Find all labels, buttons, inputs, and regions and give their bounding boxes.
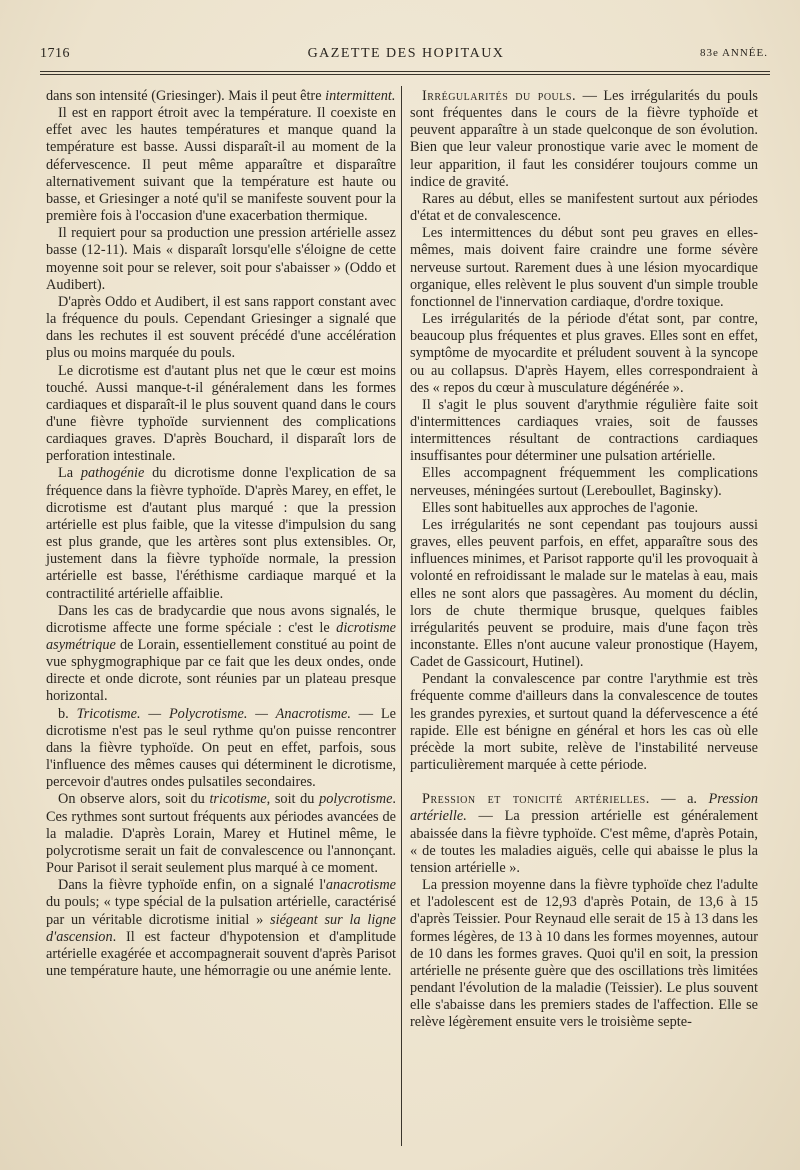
- header-rule: [40, 71, 770, 72]
- paragraph: Il s'agit le plus souvent d'arythmie régulière faite soit d'intermittences cardiaques vraies, soit de fausses intermittences résultant de contractions cardiaques insuffisantes pour déterminer une pulsation artérielle.: [410, 396, 758, 465]
- column-divider: [401, 86, 402, 1146]
- paragraph: La pression moyenne dans la fièvre typhoïde chez l'adulte et l'adolescent est de 12,93 d'après Potain, de 13,6 à 15 d'après Teissier. Pour Reynaud elle serait de 15 à 13 dans les formes légères, de 13 à 10 dans les formes moyennes, autour de 10 dans les formes graves. Quoi qu'il en soit, la pression artérielle ne présente guère que des oscillations très limitées pendant l'évolution de la maladie (Teissier). Le plus souvent elle s'abaisse dans les premiers stades de l'affection. Elle se relève légèrement ensuite vers le troisième septe-: [410, 877, 758, 1031]
- page-number: 1716: [40, 46, 70, 61]
- paragraph: Le dicrotisme est d'autant plus net que le cœur est moins touché. Aussi manque-t-il généralement dans les formes cardiaques et disparaît-il le plus souvent quand dans le cours d'une fièvre typhoïde surviennent des complications cardiaques graves. D'après Bouchard, il disparaît lors de perforation intestinale.: [46, 362, 396, 465]
- paragraph: Elles accompagnent fréquemment les complications nerveuses, méningées surtout (Lereboullet, Baginsky).: [410, 465, 758, 499]
- section-heading: Irrégularités du pouls.: [422, 88, 577, 104]
- section-paragraph: Irrégularités du pouls. — Les irrégularités du pouls sont fréquentes dans le cours de la fièvre typhoïde et peuvent apparaître à un stade quelconque de son évolution. Bien que leur valeur pronostique varie avec le moment de leur apparition, il faut les considérer toujours comme un indice de gravité.: [410, 88, 758, 190]
- paragraph: Il requiert pour sa production une pression artérielle assez basse (12-11). Mais « disparaît lorsqu'elle s'éloigne de cette moyenne soit pour se relever, soit pour s'abaisser » (Oddo et Audibert).: [46, 225, 396, 293]
- paragraph: Les irrégularités de la période d'état sont, par contre, beaucoup plus fréquentes et plus graves. Elles sont en effet, symptôme de myocardite et préludent souvent à la syncope ou au collapsus. D'après Hayem, elles correspondraient à des « repos du cœur à musculature dégénérée ».: [410, 311, 758, 396]
- section-paragraph: Pression et tonicité artérielles. — a. Pression artérielle. — La pression artérielle est généralement abaissée dans la fièvre typhoïde. C'est même, d'après Potain, « de toutes les maladies aiguës, celle qui abaisse le plus la tension artérielle ».: [410, 791, 758, 876]
- paragraph: Les intermittences du début sont peu graves en elles-mêmes, mais doivent faire craindre une forme sévère nerveuse surtout. Rarement dues à une lésion myocardique organique, elles relèvent le plus souvent d'un simple trouble fonctionnel de l'innervation cardiaque, d'ordre toxique.: [410, 225, 758, 310]
- issue-label: 83e ANNÉE.: [699, 47, 768, 59]
- left-column: [46, 88, 396, 980]
- paragraph: Il est en rapport étroit avec la température. Il coexiste en effet avec les hautes températures et manque quand la température est basse. Aussi disparaît-il au moment de la défervescence. Il peut même apparaître et disparaître alternativement suivant que la température est haute ou basse, et Griesinger a noté qu'il se manifeste souvent pour la première fois à l'occasion d'une exacerbation thermique.: [46, 105, 396, 225]
- paragraph: On observe alors, soit du tricotisme, soit du polycrotisme. Ces rythmes sont surtout fréquents aux périodes avancées de la maladie. D'après Lorain, Marey et Hutinel même, le polycrotisme serait un fait de convalescence ou l'annonçant. Pour Parisot il serait seulement plus marqué à ce moment.: [46, 791, 396, 877]
- paragraph: dans son intensité (Griesinger). Mais il peut être intermittent.: [46, 88, 396, 104]
- paragraph: Elles sont habituelles aux approches de l'agonie.: [422, 499, 699, 516]
- header-rule-double: [40, 74, 770, 75]
- journal-title: GAZETTE DES HOPITAUX: [307, 46, 505, 61]
- right-column: [410, 88, 758, 1031]
- paragraph: Dans les cas de bradycardie que nous avons signalés, le dicrotisme affecte une forme spéciale : c'est le dicrotisme asymétrique de Lorain, essentiellement constitué au point de vue sphygmographique par ce fait que les deux ondes, onde directe et onde dicrote, sont réunies par un plateau presque horizontal.: [46, 602, 396, 705]
- paragraph: b. Tricotisme. — Polycrotisme. — Anacrotisme. — Le dicrotisme n'est pas le seul rythme qu'on puisse rencontrer dans la fièvre typhoïde. On peut en effet, parfois, sous l'influence des mêmes causes qui déterminent le dicrotisme, percevoir d'autres ondes pulsatiles secondaires.: [46, 705, 396, 791]
- paragraph: La pathogénie du dicrotisme donne l'explication de sa fréquence dans la fièvre typhoïde. D'après Marey, en effet, le dicrotisme est d'autant plus marqué : que la pression artérielle est plus faible, que la vitesse d'impulsion du sang est plus grande, que les artères sont plus extensibles. Or, justement dans la fièvre typhoïde normale, la pression artérielle est basse, l'éréthisme cardiaque marqué et la contractilité artérielle affaiblie.: [46, 465, 396, 602]
- paragraph: D'après Oddo et Audibert, il est sans rapport constant avec la fréquence du pouls. Cependant Griesinger a signalé que dans les rechutes il est souvent précédé d'une accélération plus ou moins marquée du pouls.: [46, 293, 396, 362]
- paragraph: Rares au début, elles se manifestent surtout aux périodes d'état et de convalescence.: [410, 190, 758, 225]
- paragraph: Pendant la convalescence par contre l'arythmie est très fréquente comme d'ailleurs dans la convalescence de toutes les grandes pyrexies, et surtout quand la défervescence a été rapide. Elle est bénigne en général et hors les cas où elle précède la mort subite, relève de l'instabilité nerveuse particulièrement marquée à cette période.: [410, 671, 758, 774]
- paragraph: Dans la fièvre typhoïde enfin, on a signalé l'anacrotisme du pouls; « type spécial de la pulsation artérielle, caractérisé par un véritable dicrotisme initial » siégeant sur la ligne d'ascension. Il est facteur d'hypotension et d'amplitude artérielle exagérée et accompagnerait souvent d'après Parisot une température haute, une hémorragie ou une anémie lente.: [46, 877, 396, 979]
- running-header: [40, 44, 772, 68]
- paragraph: Les irrégularités ne sont cependant pas toujours aussi graves, elles peuvent parfois, en effet, apparaître sous des influences minimes, et Parisot rapporte qu'il les provoquait à volonté en refroidissant le malade sur le matelas à eau, mais elles ne sont alors que passagères. Au moment du déclin, lors de chute thermique brusque, quelques faibles irrégularités peuvent se produire, mais d'une façon très inconstante. Elles n'ont aucune valeur pronostique (Hayem, Cadet de Gassicourt, Hutinel).: [410, 516, 758, 671]
- section-heading: Pression et tonicité artérielles.: [422, 791, 650, 808]
